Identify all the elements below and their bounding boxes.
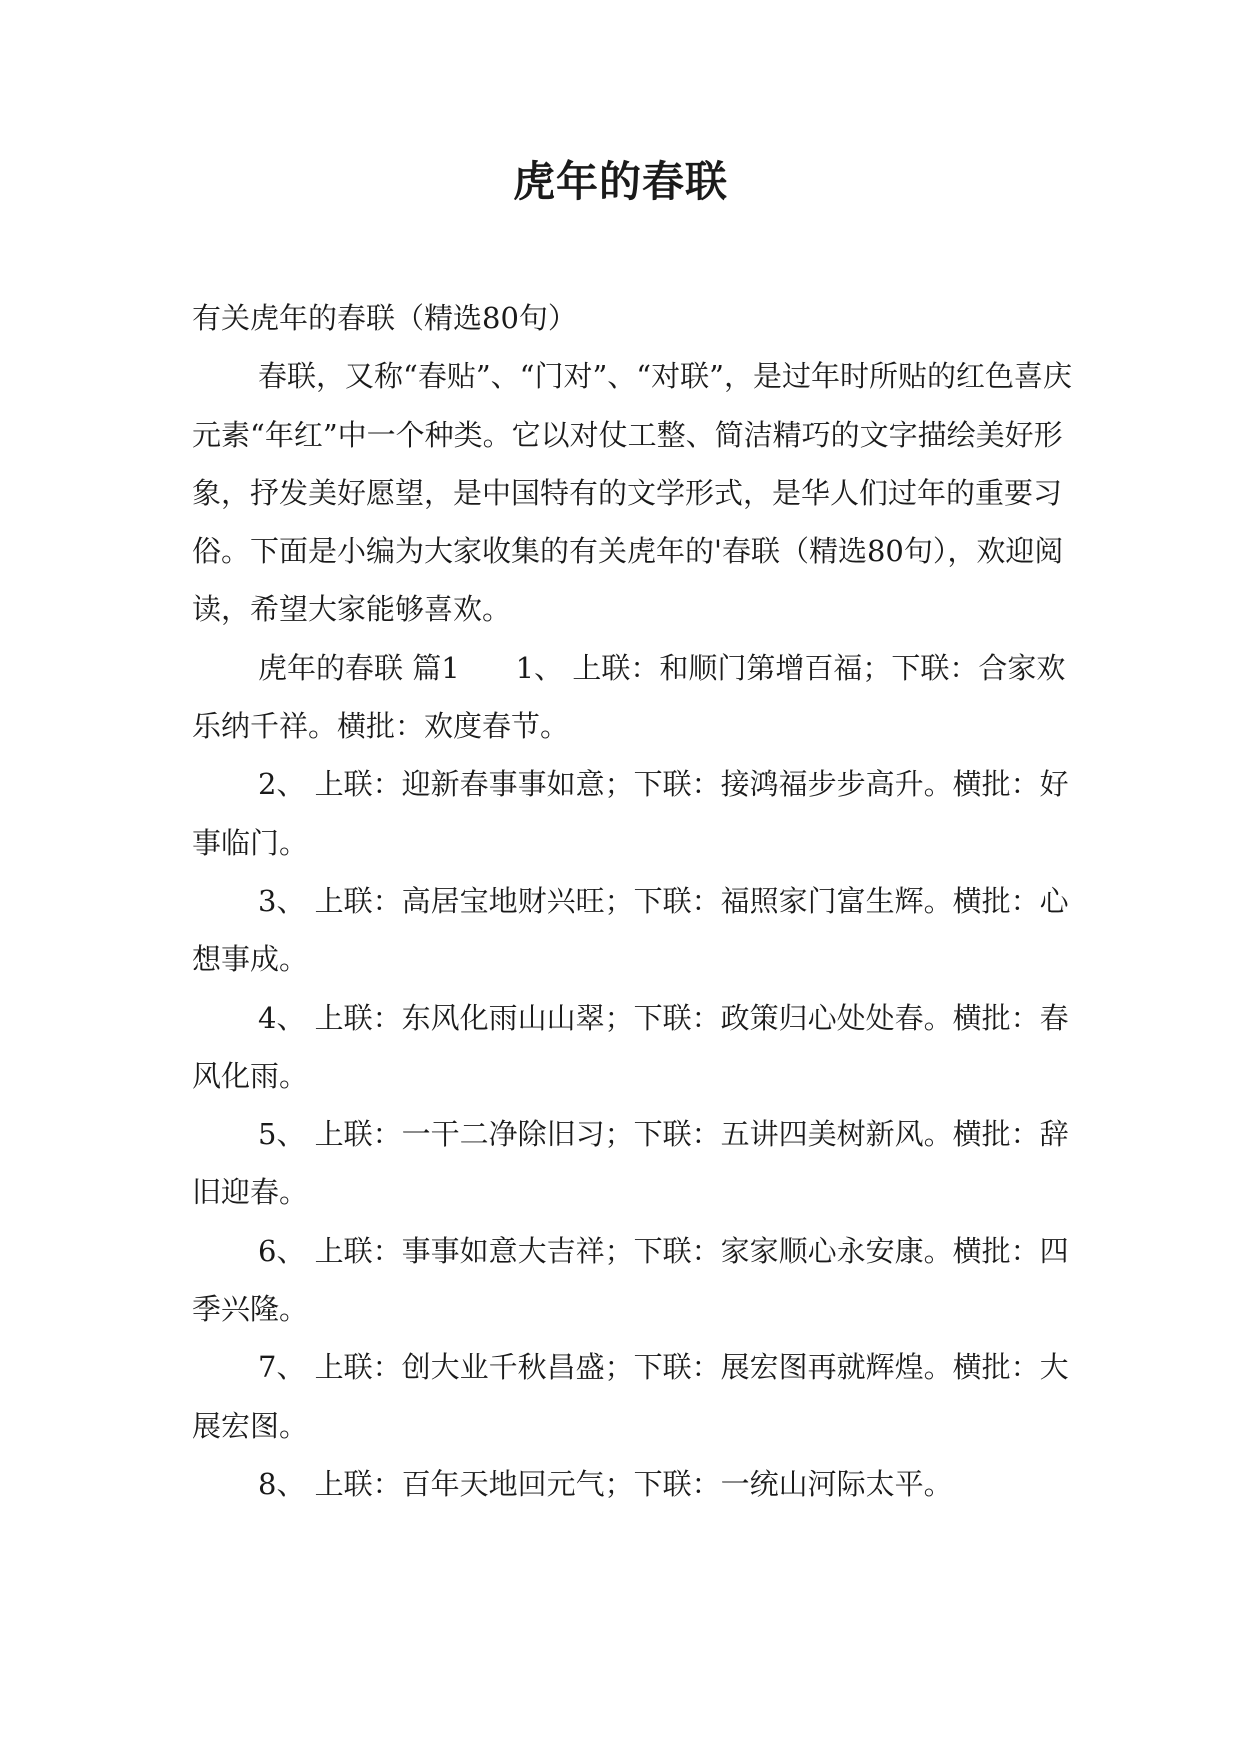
couplet-paragraph-6: 6、 上联：事事如意大吉祥；下联：家家顺心永安康。横批：四季兴隆。 bbox=[192, 1233, 1069, 1327]
couplet-paragraph-2: 2、 上联：迎新春事事如意；下联：接鸿福步步高升。横批：好事临门。 bbox=[192, 767, 1069, 860]
section-label: 虎年的春联 篇1 bbox=[258, 650, 460, 685]
intro-paragraph: 春联，又称“春贴”、“门对”、“对联”，是过年时所贴的红色喜庆元素“年红”中一个种类。它以对仗工整、简洁精巧的文字描绘美好形象，抒发美好愿望，是中国特有的文学形式，是华人们过年的重要习俗。下面是小编为大家收集的有关虎年的'春联（精选80句），欢迎阅读，希望大家能够喜欢。 bbox=[192, 359, 1072, 627]
document-title: 虎年的春联 bbox=[512, 157, 728, 206]
subtitle-line: 有关虎年的春联（精选80句） bbox=[192, 301, 577, 335]
couplet-paragraph-4: 4、 上联：东风化雨山山翠；下联：政策归心处处春。横批：春风化雨。 bbox=[192, 1000, 1069, 1093]
couplet-text: 1、 上联：和顺门第增百福；下联：合家欢乐纳千祥。横批：欢度春节。 bbox=[192, 650, 1066, 744]
couplet-paragraph-3: 3、 上联：高居宝地财兴旺；下联：福照家门富生辉。横批：心想事成。 bbox=[192, 883, 1069, 977]
couplet-paragraph-7: 7、 上联：创大业千秋昌盛；下联：展宏图再就辉煌。横批：大展宏图。 bbox=[192, 1350, 1069, 1443]
couplet-paragraph-5: 5、 上联：一干二净除旧习；下联：五讲四美树新风。横批：辞旧迎春。 bbox=[192, 1117, 1069, 1210]
couplet-paragraph-1 bbox=[192, 639, 1082, 756]
document-body bbox=[192, 289, 1082, 1513]
couplet-paragraph-8: 8、 上联：百年天地回元气；下联：一统山河际太平。 bbox=[258, 1466, 953, 1501]
